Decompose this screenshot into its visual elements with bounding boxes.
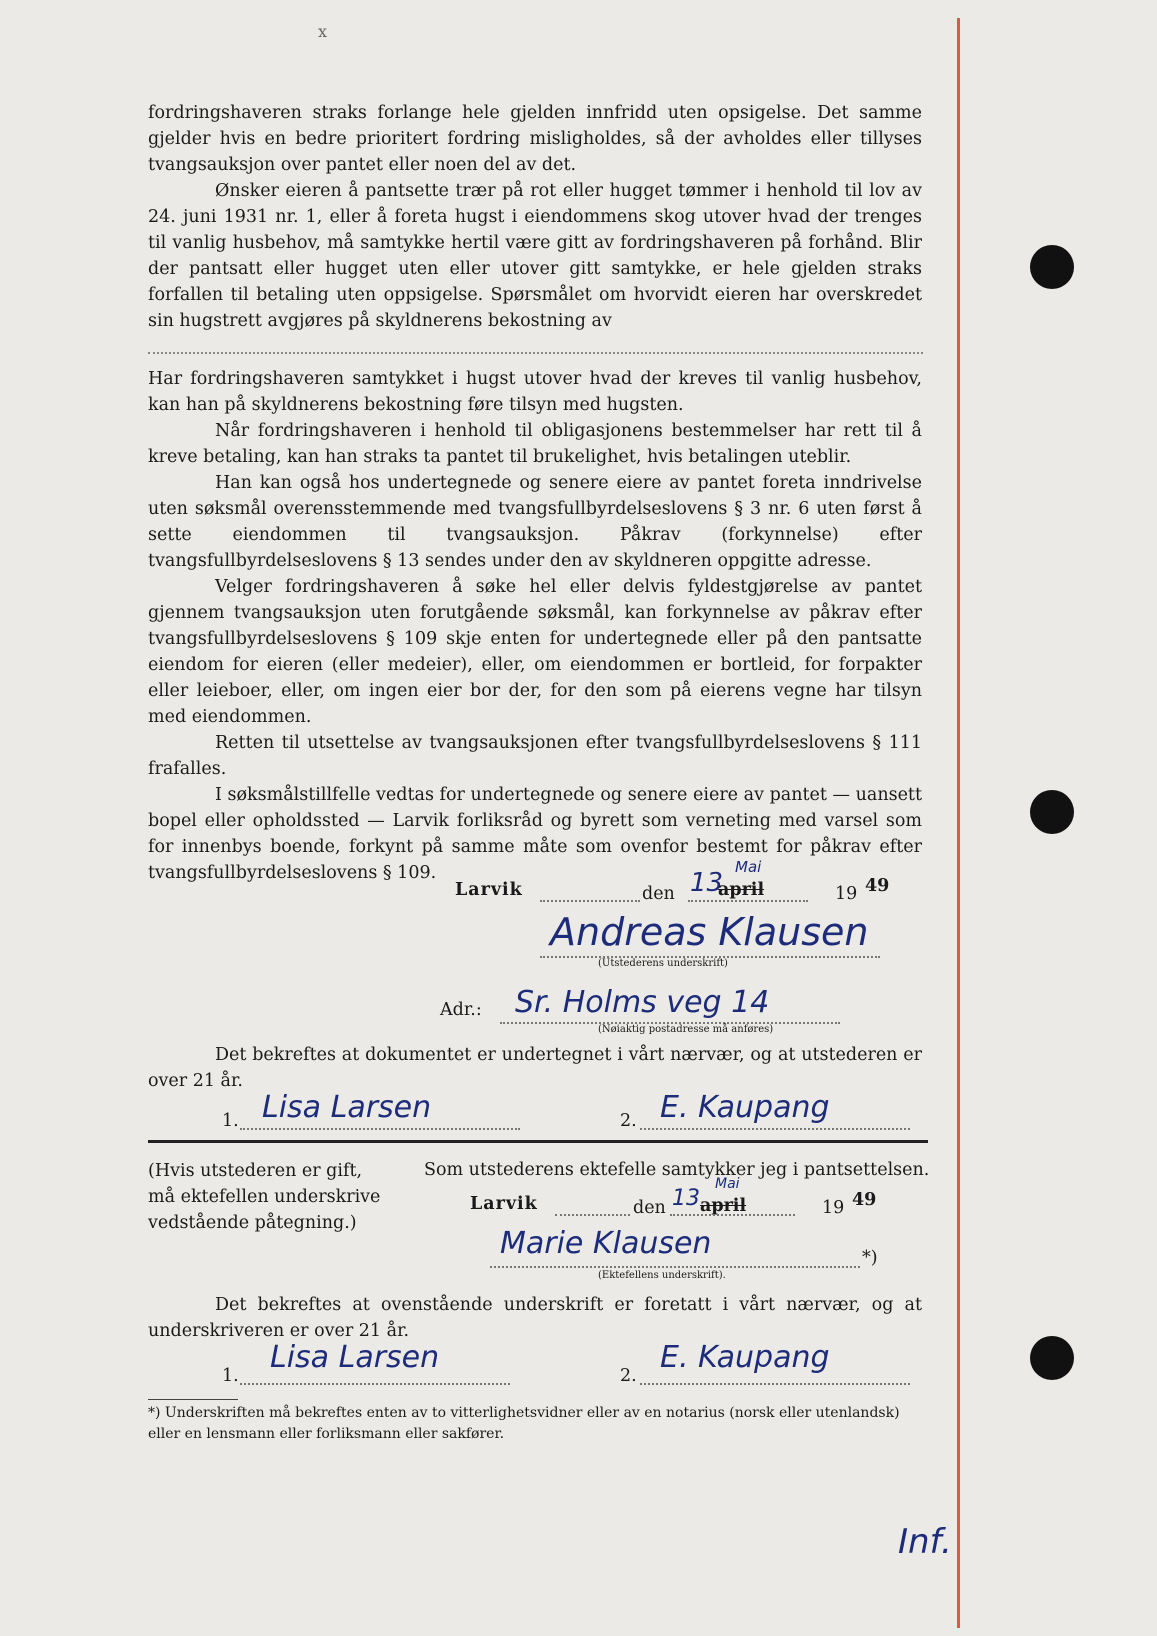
corner-mark: Inf. bbox=[898, 1522, 952, 1562]
witness2-2-number: 2. bbox=[620, 1366, 637, 1386]
spouse-footnote-mark: *) bbox=[862, 1248, 878, 1268]
paragraph-4: Når fordringshaveren i henhold til obligasjonens bestemmelser har rett til å kreve betaling, kan han straks ta pantet til brukelighet, hvis betalingen uteblir. bbox=[148, 421, 922, 467]
margin-line bbox=[957, 18, 960, 1628]
body-text-main bbox=[148, 366, 922, 886]
witness-statement-1: Det bekreftes at dokumentet er undertegnet i vårt nærvær, og at utstederen er over 21 år. bbox=[148, 1045, 922, 1091]
date1-place-line bbox=[540, 900, 640, 902]
date2-den: den bbox=[633, 1198, 666, 1218]
address-caption: (Nøiaktig postadresse må anføres) bbox=[598, 1024, 774, 1035]
witness-block-2 bbox=[148, 1292, 922, 1344]
date2-month-line bbox=[670, 1214, 795, 1216]
spouse-consent: Som utstederens ektefelle samtykker jeg i pantsettelsen. bbox=[424, 1160, 930, 1180]
date2-year-suffix: 49 bbox=[852, 1190, 877, 1210]
witness-block-1 bbox=[148, 1042, 922, 1094]
date1-place: Larvik bbox=[455, 880, 523, 900]
date2-place-line bbox=[555, 1214, 630, 1216]
paragraph-5: Han kan også hos undertegnede og senere eiere av pantet foreta inndrivelse uten søksmål overensstemmende med tvangsfullbyrdelseslovens § 3 nr. 6 uten først å sette eiendommen til tvangsauksjon. Påkrav (forkynnelse) efter tvangsfullbyrdelseslovens § 13 sendes under den av skyldneren oppgitte adresse. bbox=[148, 473, 922, 571]
paragraph-6: Velger fordringshaveren å søke hel eller delvis fyldestgjørelse av pantet gjennem tvangsauksjon uten forutgående søksmål, kan forkynnelse av påkrav efter tvangsfullbyrdelseslovens § 109 skje enten for undertegnede eller på den pantsatte eiendom for eieren (eller medeier), eller, om eiendommen er bortleid, for forpakter eller leieboer, eller, om ingen eier bor der, for den som på eierens vegne har tilsyn med eiendommen. bbox=[148, 577, 922, 727]
spouse-note: (Hvis utstederen er gift, må ektefellen underskrive vedstående påtegning.) bbox=[148, 1161, 381, 1233]
date1-year-suffix: 49 bbox=[865, 876, 890, 896]
footnote: *) Underskriften må bekreftes enten av to vitterlighetsvidner eller av en notarius (norsk eller utenlandsk) eller en lensmann eller forliksmann eller sakfører. bbox=[148, 1405, 900, 1442]
date1-month-line bbox=[688, 900, 808, 902]
paragraph-1: fordringshaveren straks forlange hele gjelden innfridd uten opsigelse. Det samme gjelder hvis en bedre prioritert fordring misligholdes, så der avholdes eller tillyses tvangsauksjon over pantet eller noen del av det. bbox=[148, 103, 922, 175]
date1-month-struck: april bbox=[718, 880, 765, 900]
spouse-signature-line bbox=[490, 1266, 860, 1268]
date1-year-prefix: 19 bbox=[835, 884, 858, 904]
witness2-signature: E. Kaupang bbox=[660, 1090, 830, 1125]
punch-hole-middle bbox=[1030, 790, 1074, 834]
witness1-number: 1. bbox=[222, 1111, 239, 1131]
spouse-signature-caption: (Ektefellens underskrift). bbox=[598, 1270, 726, 1281]
witness1-line bbox=[240, 1128, 520, 1130]
witness2-1-number: 1. bbox=[222, 1366, 239, 1386]
date1-day: 13 bbox=[690, 868, 724, 898]
witness-statement-2: Det bekreftes at ovenstående underskrift er foretatt i vårt nærvær, og at underskriveren er over 21 år. bbox=[148, 1295, 922, 1341]
date1-month-handwritten: Mai bbox=[735, 858, 762, 876]
date2-month-struck: april bbox=[700, 1196, 747, 1216]
date2-day: 13 bbox=[672, 1186, 700, 1211]
address-value: Sr. Holms veg 14 bbox=[515, 985, 770, 1020]
address-label: Adr.: bbox=[440, 1000, 482, 1020]
date2-place: Larvik bbox=[470, 1194, 538, 1214]
witness2-1-line bbox=[240, 1383, 510, 1385]
issuer-signature: Andreas Klausen bbox=[550, 910, 869, 954]
footnote-rule bbox=[148, 1399, 238, 1400]
date1-den: den bbox=[642, 884, 675, 904]
punch-hole-top bbox=[1030, 245, 1074, 289]
paragraph-3: Har fordringshaveren samtykket i hugst utover hvad der kreves til vanlig husbehov, kan han på skyldnerens bekostning føre tilsyn med hugsten. bbox=[148, 369, 922, 415]
witness1-signature: Lisa Larsen bbox=[262, 1090, 432, 1125]
punch-hole-bottom bbox=[1030, 1336, 1074, 1380]
witness2-line bbox=[640, 1128, 910, 1130]
top-mark: x bbox=[318, 22, 328, 41]
paragraph-7: Retten til utsettelse av tvangsauksjonen efter tvangsfullbyrdelseslovens § 111 frafalles. bbox=[148, 733, 922, 779]
witness2-number: 2. bbox=[620, 1111, 637, 1131]
witness2-1-signature: Lisa Larsen bbox=[270, 1340, 440, 1375]
date2-year-prefix: 19 bbox=[822, 1198, 845, 1218]
paragraph-8: I søksmålstillfelle vedtas for undertegnede og senere eiere av pantet — uansett bopel eller opholdssted — Larvik forliksråd og byrett som verneting med varsel som for innenbys boende, forkynt på samme måte som ovenfor bestemt for påkrav efter tvangsfullbyrdelseslovens § 109. bbox=[148, 785, 922, 883]
dotted-fill-line bbox=[148, 352, 923, 354]
section-divider bbox=[148, 1140, 928, 1143]
paragraph-2: Ønsker eieren å pantsette trær på rot eller hugget tømmer i henhold til lov av 24. juni 1931 nr. 1, eller å foreta hugst i eiendommens skog utover hvad der trenges til vanlig husbehov, må samtykke hertil være gitt av fordringshaveren på forhånd. Blir der pantsatt eller hugget uten eller utover gitt samtykke, er hele gjelden straks forfallen til betaling uten oppsigelse. Spørsmålet om hvorvidt eieren har overskredet sin hugstrett avgjøres på skyldnerens bekostning av bbox=[148, 181, 922, 331]
witness2-2-signature: E. Kaupang bbox=[660, 1340, 830, 1375]
issuer-signature-caption: (Utstederens underskrift) bbox=[598, 958, 728, 969]
spouse-signature: Marie Klausen bbox=[500, 1226, 712, 1261]
date2-month-handwritten: Mai bbox=[715, 1176, 740, 1192]
body-text-top bbox=[148, 100, 922, 334]
witness2-2-line bbox=[640, 1383, 910, 1385]
